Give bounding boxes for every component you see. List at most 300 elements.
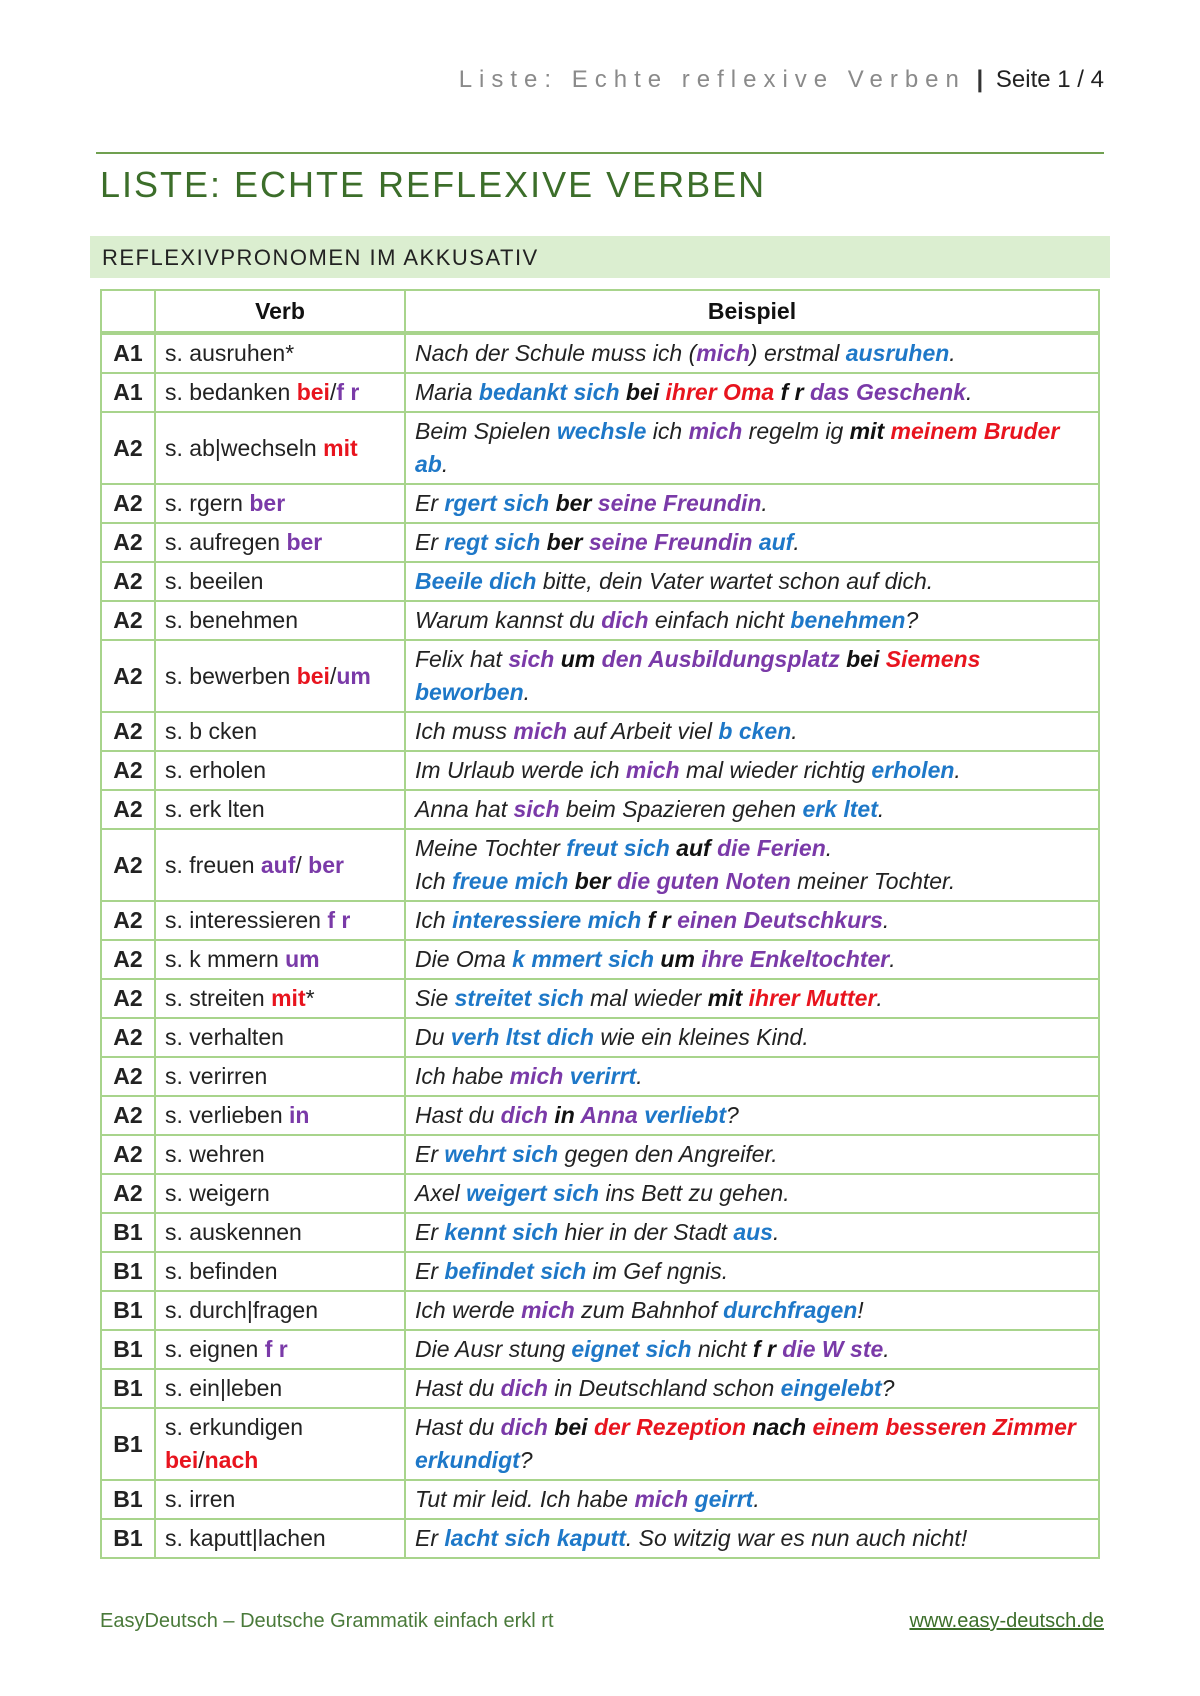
example-cell: [405, 1408, 1099, 1480]
highlighted-verb-text: bei: [296, 379, 330, 405]
highlighted-verb-text: f r: [336, 379, 360, 405]
example-text: .: [753, 1486, 760, 1512]
example-text: Er: [415, 1141, 445, 1167]
example-text: Du: [415, 1024, 451, 1050]
verb-text: s. kaputt|lachen: [165, 1525, 326, 1551]
example-text: einfach nicht: [648, 607, 791, 633]
example-text: Ich: [415, 868, 453, 894]
highlighted-example-text: die Ferien: [717, 835, 826, 861]
highlighted-example-text: benehmen: [790, 607, 906, 633]
example-cell: [405, 373, 1099, 412]
example-text: Hast du: [415, 1102, 501, 1128]
verb-text: s. durch|fragen: [165, 1297, 319, 1323]
highlighted-example-text: beworben: [415, 679, 524, 705]
highlighted-example-text: seine Freundin: [597, 490, 762, 516]
document-title: LISTE: ECHTE REFLEXIVE VERBEN: [100, 164, 767, 205]
verb-text: s. befinden: [165, 1258, 278, 1284]
verb-text: /: [295, 851, 309, 878]
column-header-example: Beispiel: [405, 290, 1099, 333]
example-text: .: [877, 796, 885, 822]
example-text: hier in der Stadt: [558, 1219, 734, 1245]
footer-link[interactable]: www.easy-deutsch.de: [909, 1610, 1104, 1632]
example-text: Anna hat: [415, 796, 514, 822]
table-row: [101, 373, 1099, 412]
footer-text: EasyDeutsch – Deutsche Grammatik einfach erkl rt: [100, 1610, 554, 1632]
example-cell: [405, 1519, 1099, 1558]
example-text: Ich werde: [415, 1297, 522, 1323]
verb-text: s. rgern: [165, 490, 250, 516]
example-text: .: [441, 451, 449, 477]
verb-text: /: [198, 1447, 205, 1473]
example-text: Er: [415, 490, 445, 516]
highlighted-example-text: sich: [513, 796, 560, 822]
example-text: gegen den Angreifer.: [558, 1141, 778, 1167]
verb-text: s. aufregen: [165, 529, 287, 555]
table-row: [101, 1291, 1099, 1330]
highlighted-example-text: mit: [849, 418, 885, 444]
verb-text: s. verlieben: [165, 1102, 290, 1128]
example-cell: [405, 829, 1099, 901]
example-cell: [405, 562, 1099, 601]
example-cell: [405, 1480, 1099, 1519]
highlighted-example-text: weigert sich: [466, 1180, 600, 1206]
highlighted-example-text: nach: [746, 1414, 813, 1440]
example-text: Er: [415, 529, 445, 555]
verb-cell: [155, 412, 405, 484]
table-row: [101, 1369, 1099, 1408]
verb-cell: [155, 712, 405, 751]
page-number: Seite 1 / 4: [995, 66, 1104, 93]
example-text: .: [876, 985, 883, 1011]
example-text: mal wieder: [583, 985, 708, 1011]
table-row: [101, 1096, 1099, 1135]
page-header: [96, 66, 1104, 106]
highlighted-example-text: das Geschenk: [809, 379, 966, 405]
highlighted-example-text: mich: [521, 1297, 575, 1323]
example-text: in Deutschland schon: [547, 1375, 781, 1401]
highlighted-verb-text: f r: [264, 1336, 288, 1362]
highlighted-example-text: die W ste: [775, 1336, 884, 1362]
verb-text: s. bedanken: [165, 379, 297, 405]
highlighted-example-text: wehrt sich: [444, 1141, 559, 1167]
highlighted-verb-text: ber: [286, 529, 323, 555]
table-row: [101, 562, 1099, 601]
table-row: [101, 1057, 1099, 1096]
table-row: [101, 790, 1099, 829]
example-cell: [405, 640, 1099, 712]
table-body: [101, 333, 1099, 1558]
highlighted-example-text: kennt sich: [444, 1219, 559, 1245]
verb-text: s. erkundigen: [165, 1414, 304, 1440]
table-row: [101, 640, 1099, 712]
verb-cell: [155, 640, 405, 712]
verb-text: /: [329, 379, 337, 405]
table-row: [101, 901, 1099, 940]
example-text: Hast du: [415, 1414, 501, 1440]
highlighted-example-text: erholen: [871, 757, 955, 783]
highlighted-verb-text: um: [336, 662, 371, 689]
highlighted-example-text: ihrer Oma: [665, 379, 775, 405]
example-text: .: [793, 529, 800, 555]
highlighted-example-text: mich: [513, 718, 568, 744]
verb-text: s. wehren: [165, 1141, 265, 1167]
example-text: .: [949, 340, 956, 366]
table-row: [101, 412, 1099, 484]
verb-text: s. erk lten: [165, 796, 265, 822]
example-text: .: [825, 835, 833, 861]
highlighted-example-text: geirrt: [688, 1486, 754, 1512]
highlighted-example-text: regt sich: [444, 529, 541, 555]
example-text: Axel: [415, 1180, 467, 1206]
level-cell: A2: [101, 1135, 155, 1174]
highlighted-example-text: f r: [752, 1336, 776, 1362]
highlighted-example-text: eingelebt: [780, 1375, 882, 1401]
level-cell: A2: [101, 412, 155, 484]
example-cell: [405, 712, 1099, 751]
example-cell: [405, 1369, 1099, 1408]
highlighted-example-text: sich: [508, 646, 555, 672]
example-cell: [405, 1291, 1099, 1330]
example-text: .: [965, 379, 973, 405]
verb-cell: [155, 1252, 405, 1291]
example-text: Ich habe: [415, 1063, 510, 1089]
header-separator: |: [976, 66, 984, 93]
highlighted-example-text: lacht sich kaputt: [444, 1525, 626, 1551]
highlighted-example-text: k mmert sich: [512, 946, 655, 972]
highlighted-verb-text: ber: [308, 851, 344, 878]
example-text: .: [954, 757, 961, 783]
example-text: .: [772, 1219, 780, 1245]
highlighted-example-text: Beeile dich: [415, 568, 537, 594]
header-rule: [96, 152, 1104, 154]
example-cell: [405, 1096, 1099, 1135]
example-text: Felix hat: [415, 646, 509, 672]
example-text: Hast du: [415, 1375, 501, 1401]
verb-text: s. verhalten: [165, 1024, 284, 1050]
highlighted-example-text: um: [654, 946, 702, 972]
verb-text: s. ab|wechseln: [165, 434, 324, 461]
highlighted-verb-text: mit: [323, 434, 358, 461]
level-cell: A2: [101, 829, 155, 901]
verb-cell: [155, 790, 405, 829]
header-title: Liste: Echte reflexive Verben: [458, 66, 966, 93]
example-text: bitte, dein Vater wartet schon auf dich.: [536, 568, 934, 594]
highlighted-example-text: auf: [669, 835, 718, 861]
example-cell: [405, 1057, 1099, 1096]
verb-text: s. bewerben: [165, 662, 297, 689]
example-cell: [405, 790, 1099, 829]
example-text: .: [636, 1063, 643, 1089]
verb-text: s. streiten: [165, 985, 272, 1011]
highlighted-verb-text: in: [289, 1102, 310, 1128]
verb-cell: [155, 1480, 405, 1519]
example-text: Die Oma: [415, 946, 513, 972]
highlighted-example-text: mich: [696, 340, 750, 366]
example-cell: [405, 1330, 1099, 1369]
highlighted-example-text: f r: [774, 379, 810, 405]
level-cell: A1: [101, 333, 155, 373]
verb-cell: [155, 1018, 405, 1057]
level-cell: A2: [101, 523, 155, 562]
column-header-verb: Verb: [155, 290, 405, 333]
example-text: im Gef ngnis.: [586, 1258, 729, 1284]
example-text: ich: [646, 418, 689, 444]
example-text: Nach der Schule muss ich (: [415, 340, 697, 366]
level-cell: A2: [101, 562, 155, 601]
example-cell: [405, 979, 1099, 1018]
verb-text: s. k mmern: [165, 946, 286, 972]
verb-cell: [155, 829, 405, 901]
highlighted-example-text: streitet sich: [454, 985, 584, 1011]
example-text: Ich muss: [415, 718, 514, 744]
table-row: [101, 601, 1099, 640]
highlighted-example-text: eignet sich: [571, 1336, 692, 1362]
example-text: .: [523, 679, 531, 705]
verb-cell: [155, 1057, 405, 1096]
highlighted-example-text: Anna: [580, 1102, 638, 1128]
verb-cell: [155, 940, 405, 979]
example-text: ?: [881, 1375, 895, 1401]
highlighted-example-text: dich: [500, 1414, 548, 1440]
example-text: Er: [415, 1258, 445, 1284]
level-cell: B1: [101, 1291, 155, 1330]
table-row: [101, 829, 1099, 901]
level-cell: A2: [101, 1174, 155, 1213]
example-text: Tut mir leid. Ich habe: [415, 1486, 635, 1512]
level-cell: A2: [101, 601, 155, 640]
verb-text: s. irren: [165, 1486, 236, 1512]
example-text: beim Spazieren gehen: [559, 796, 803, 822]
verb-cell: [155, 484, 405, 523]
highlighted-example-text: freue mich: [452, 868, 569, 894]
highlighted-example-text: ab: [415, 451, 442, 477]
table-row: [101, 712, 1099, 751]
example-text: zum Bahnhof: [574, 1297, 724, 1323]
highlighted-verb-text: bei: [165, 1447, 199, 1473]
highlighted-example-text: freut sich: [566, 835, 670, 861]
highlighted-example-text: bei: [619, 379, 666, 405]
example-text: auf Arbeit viel: [567, 718, 719, 744]
highlighted-example-text: befindet sich: [444, 1258, 587, 1284]
verb-text: s. b cken: [165, 718, 258, 744]
highlighted-example-text: bei: [547, 1414, 594, 1440]
example-text: .: [889, 946, 896, 972]
verb-cell: [155, 979, 405, 1018]
table-row: [101, 1480, 1099, 1519]
highlighted-example-text: interessiere mich: [452, 907, 642, 933]
highlighted-example-text: auf: [752, 529, 794, 555]
verb-text: s. benehmen: [165, 607, 298, 633]
example-text: Ich: [415, 907, 453, 933]
highlighted-example-text: dich: [500, 1375, 548, 1401]
highlighted-example-text: erk ltet: [802, 796, 878, 822]
highlighted-example-text: rgert sich: [444, 490, 550, 516]
highlighted-example-text: meinem Bruder: [884, 418, 1060, 444]
highlighted-example-text: durchfragen: [723, 1297, 858, 1323]
highlighted-example-text: die guten Noten: [616, 868, 791, 894]
level-cell: A2: [101, 712, 155, 751]
table-row: [101, 1519, 1099, 1558]
table-row: [101, 1252, 1099, 1291]
verb-text: s. erholen: [165, 757, 267, 783]
highlighted-example-text: wechsle: [556, 418, 647, 444]
table-row: [101, 333, 1099, 373]
verb-text: s. ein|leben: [165, 1375, 283, 1401]
level-cell: B1: [101, 1330, 155, 1369]
highlighted-example-text: bedankt sich: [478, 379, 620, 405]
level-cell: A1: [101, 373, 155, 412]
highlighted-example-text: ber: [540, 529, 589, 555]
section-heading: REFLEXIVPRONOMEN IM AKKUSATIV: [90, 236, 1110, 278]
example-cell: [405, 1252, 1099, 1291]
highlighted-example-text: der Rezeption: [593, 1414, 747, 1440]
level-cell: A2: [101, 640, 155, 712]
verb-cell: [155, 901, 405, 940]
table-row: [101, 1330, 1099, 1369]
verb-text: s. interessieren: [165, 907, 328, 933]
example-text: Warum kannst du: [415, 607, 602, 633]
highlighted-example-text: ausruhen: [845, 340, 950, 366]
level-cell: A2: [101, 979, 155, 1018]
example-cell: [405, 751, 1099, 790]
verb-cell: [155, 751, 405, 790]
highlighted-example-text: b cken: [718, 718, 792, 744]
verb-cell: [155, 1330, 405, 1369]
highlighted-example-text: mich: [509, 1063, 564, 1089]
verb-cell: [155, 601, 405, 640]
verb-text: s. beeilen: [165, 568, 264, 594]
example-text: nicht: [691, 1336, 753, 1362]
example-text: .: [791, 718, 798, 744]
example-text: Er: [415, 1219, 445, 1245]
level-cell: A2: [101, 484, 155, 523]
highlighted-verb-text: auf: [260, 851, 296, 878]
table-row: [101, 484, 1099, 523]
highlighted-example-text: mich: [634, 1486, 689, 1512]
table-row: [101, 979, 1099, 1018]
level-cell: A2: [101, 1018, 155, 1057]
verb-table: [100, 289, 1100, 1559]
verb-cell: [155, 1096, 405, 1135]
level-cell: A2: [101, 1096, 155, 1135]
level-cell: A2: [101, 1057, 155, 1096]
example-cell: [405, 412, 1099, 484]
verb-cell: [155, 562, 405, 601]
highlighted-example-text: Siemens: [885, 646, 981, 672]
level-cell: A2: [101, 751, 155, 790]
highlighted-verb-text: um: [285, 946, 320, 972]
example-text: .: [761, 490, 768, 516]
highlighted-example-text: mit: [707, 985, 743, 1011]
highlighted-example-text: ihre Enkeltochter: [701, 946, 890, 972]
highlighted-example-text: einem besseren Zimmer: [812, 1414, 1076, 1440]
example-text: .: [883, 1336, 890, 1362]
example-text: ?: [519, 1447, 533, 1473]
example-text: .: [882, 907, 890, 933]
example-text: Im Urlaub werde ich: [415, 757, 626, 783]
table-row: [101, 1018, 1099, 1057]
table-row: [101, 1408, 1099, 1480]
highlighted-example-text: erkundigt: [415, 1447, 520, 1473]
example-text: Sie: [415, 985, 455, 1011]
example-cell: [405, 601, 1099, 640]
example-cell: [405, 901, 1099, 940]
highlighted-example-text: einen Deutschkurs: [677, 907, 883, 933]
highlighted-example-text: dich: [500, 1102, 548, 1128]
example-cell: [405, 1135, 1099, 1174]
example-text: Meine Tochter: [415, 835, 567, 861]
level-cell: B1: [101, 1213, 155, 1252]
table-row: [101, 1135, 1099, 1174]
highlighted-example-text: verirrt: [563, 1063, 637, 1089]
example-text: Beim Spielen: [415, 418, 557, 444]
highlighted-example-text: verh ltst dich: [450, 1024, 594, 1050]
example-text: ins Bett zu gehen.: [599, 1180, 790, 1206]
highlighted-example-text: um: [554, 646, 602, 672]
verb-cell: [155, 1519, 405, 1558]
table-row: [101, 523, 1099, 562]
highlighted-example-text: dich: [601, 607, 649, 633]
highlighted-verb-text: bei: [296, 662, 330, 689]
level-cell: B1: [101, 1369, 155, 1408]
table-row: [101, 1213, 1099, 1252]
verb-cell: [155, 1369, 405, 1408]
example-text: ) erstmal: [749, 340, 846, 366]
example-text: ?: [905, 607, 919, 633]
verb-cell: [155, 1408, 405, 1480]
verb-text: s. freuen: [165, 851, 261, 878]
example-cell: [405, 1213, 1099, 1252]
example-text: regelm ig: [742, 418, 850, 444]
verb-cell: [155, 333, 405, 373]
level-cell: A2: [101, 901, 155, 940]
example-text: wie ein kleines Kind.: [593, 1024, 809, 1050]
table-row: [101, 1174, 1099, 1213]
highlighted-example-text: mich: [625, 757, 680, 783]
highlighted-example-text: f r: [641, 907, 678, 933]
example-cell: [405, 1018, 1099, 1057]
verb-text: s. eignen: [165, 1336, 265, 1362]
verb-text: s. auskennen: [165, 1219, 302, 1245]
highlighted-example-text: bei: [839, 646, 886, 672]
verb-cell: [155, 1135, 405, 1174]
column-header-level: [101, 290, 155, 333]
level-cell: B1: [101, 1480, 155, 1519]
highlighted-example-text: mich: [688, 418, 743, 444]
example-text: Die Ausr stung: [415, 1336, 572, 1362]
highlighted-example-text: ber: [568, 868, 617, 894]
example-text: ?: [726, 1102, 739, 1128]
example-text: meiner Tochter.: [790, 868, 956, 894]
highlighted-verb-text: nach: [204, 1447, 259, 1473]
verb-cell: [155, 523, 405, 562]
highlighted-verb-text: mit: [271, 985, 306, 1011]
table-row: [101, 751, 1099, 790]
highlighted-example-text: den Ausbildungsplatz: [601, 646, 840, 672]
example-cell: [405, 333, 1099, 373]
example-text: mal wieder richtig: [679, 757, 872, 783]
verb-text: s. weigern: [165, 1180, 270, 1206]
example-cell: [405, 523, 1099, 562]
level-cell: B1: [101, 1519, 155, 1558]
verb-text: /: [329, 662, 337, 689]
highlighted-example-text: verliebt: [637, 1102, 727, 1128]
verb-text: s. verirren: [165, 1063, 268, 1089]
verb-cell: [155, 1213, 405, 1252]
highlighted-verb-text: ber: [249, 490, 286, 516]
verb-cell: [155, 1291, 405, 1330]
highlighted-example-text: in: [547, 1102, 581, 1128]
